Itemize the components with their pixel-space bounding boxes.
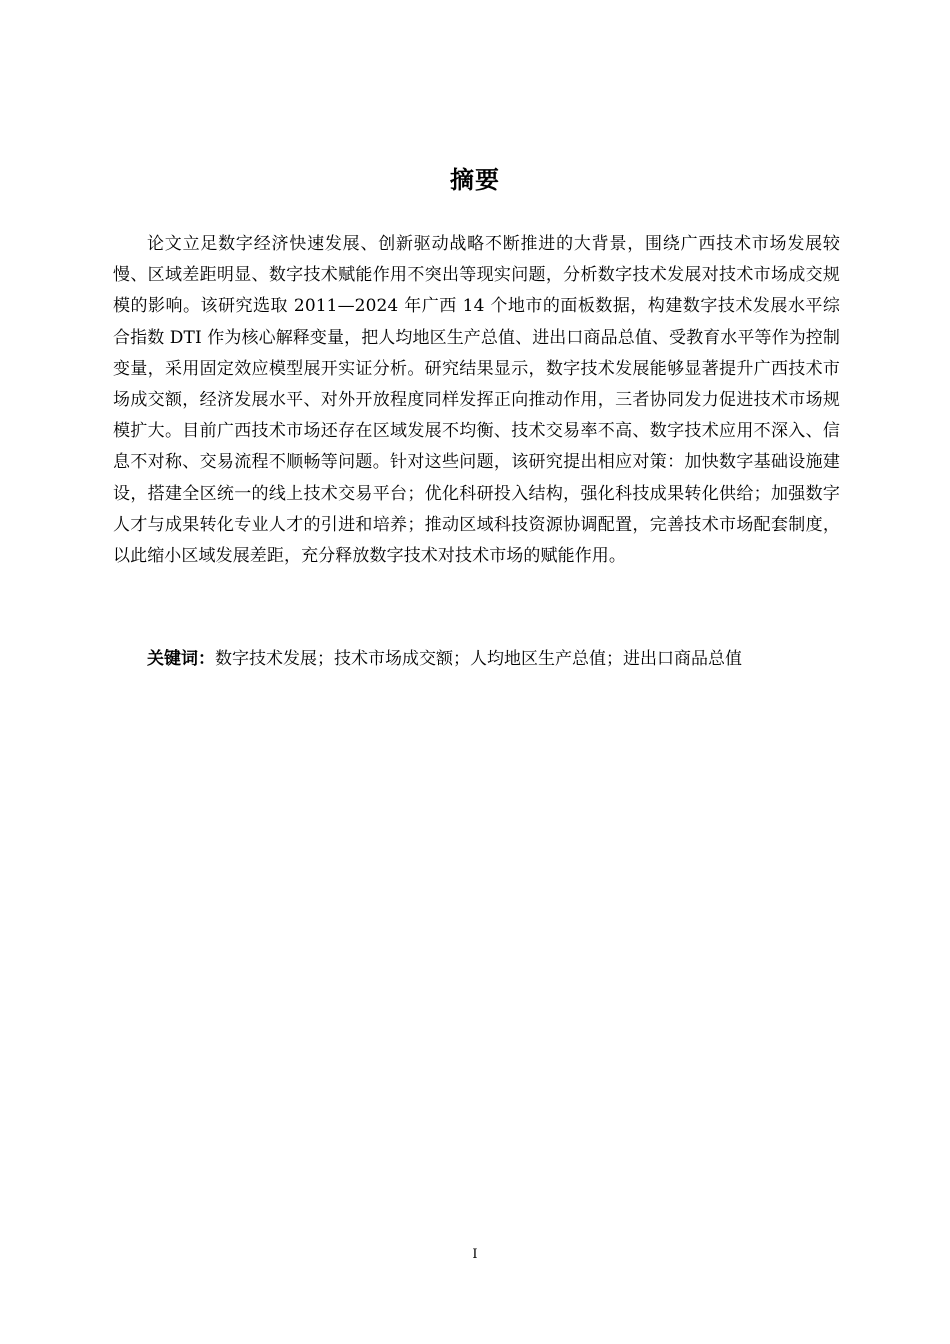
page-number: I — [472, 1247, 478, 1262]
keywords-line — [147, 644, 847, 675]
abstract-title: 摘要 — [450, 166, 500, 194]
keywords-label: 关键词： — [147, 649, 215, 669]
abstract-body: 论文立足数字经济快速发展、创新驱动战略不断推进的大背景，围绕广西技术市场发展较慢、区域差距明显、数字技术赋能作用不突出等现实问题，分析数字技术发展对技术市场成交规模的影响。该研究选取 2011—2024 年广西 14 个地市的面板数据，构建数字技术发展水平综合指数 DTI 作为核心解释变量，把人均地区生产总值、进出口商品总值、受教育水平等作为控制变量，采用固定效应模型展开实证分析。研究结果显示，数字技术发展能够显著提升广西技术市场成交额，经济发展水平、对外开放程度同样发挥正向推动作用，三者协同发力促进技术市场规模扩大。目前广西技术市场还存在区域发展不均衡、技术交易率不高、数字技术应用不深入、信息不对称、交易流程不顺畅等问题。针对这些问题，该研究提出相应对策：加快数字基础设施建设，搭建全区统一的线上技术交易平台；优化科研投入结构，强化科技成果转化供给；加强数字人才与成果转化专业人才的引进和培养；推动区域科技资源协调配置，完善技术市场配套制度，以此缩小区域发展差距，充分释放数字技术对技术市场的赋能作用。 — [113, 234, 840, 567]
keywords-text: 数字技术发展；技术市场成交额；人均地区生产总值；进出口商品总值 — [215, 649, 742, 669]
